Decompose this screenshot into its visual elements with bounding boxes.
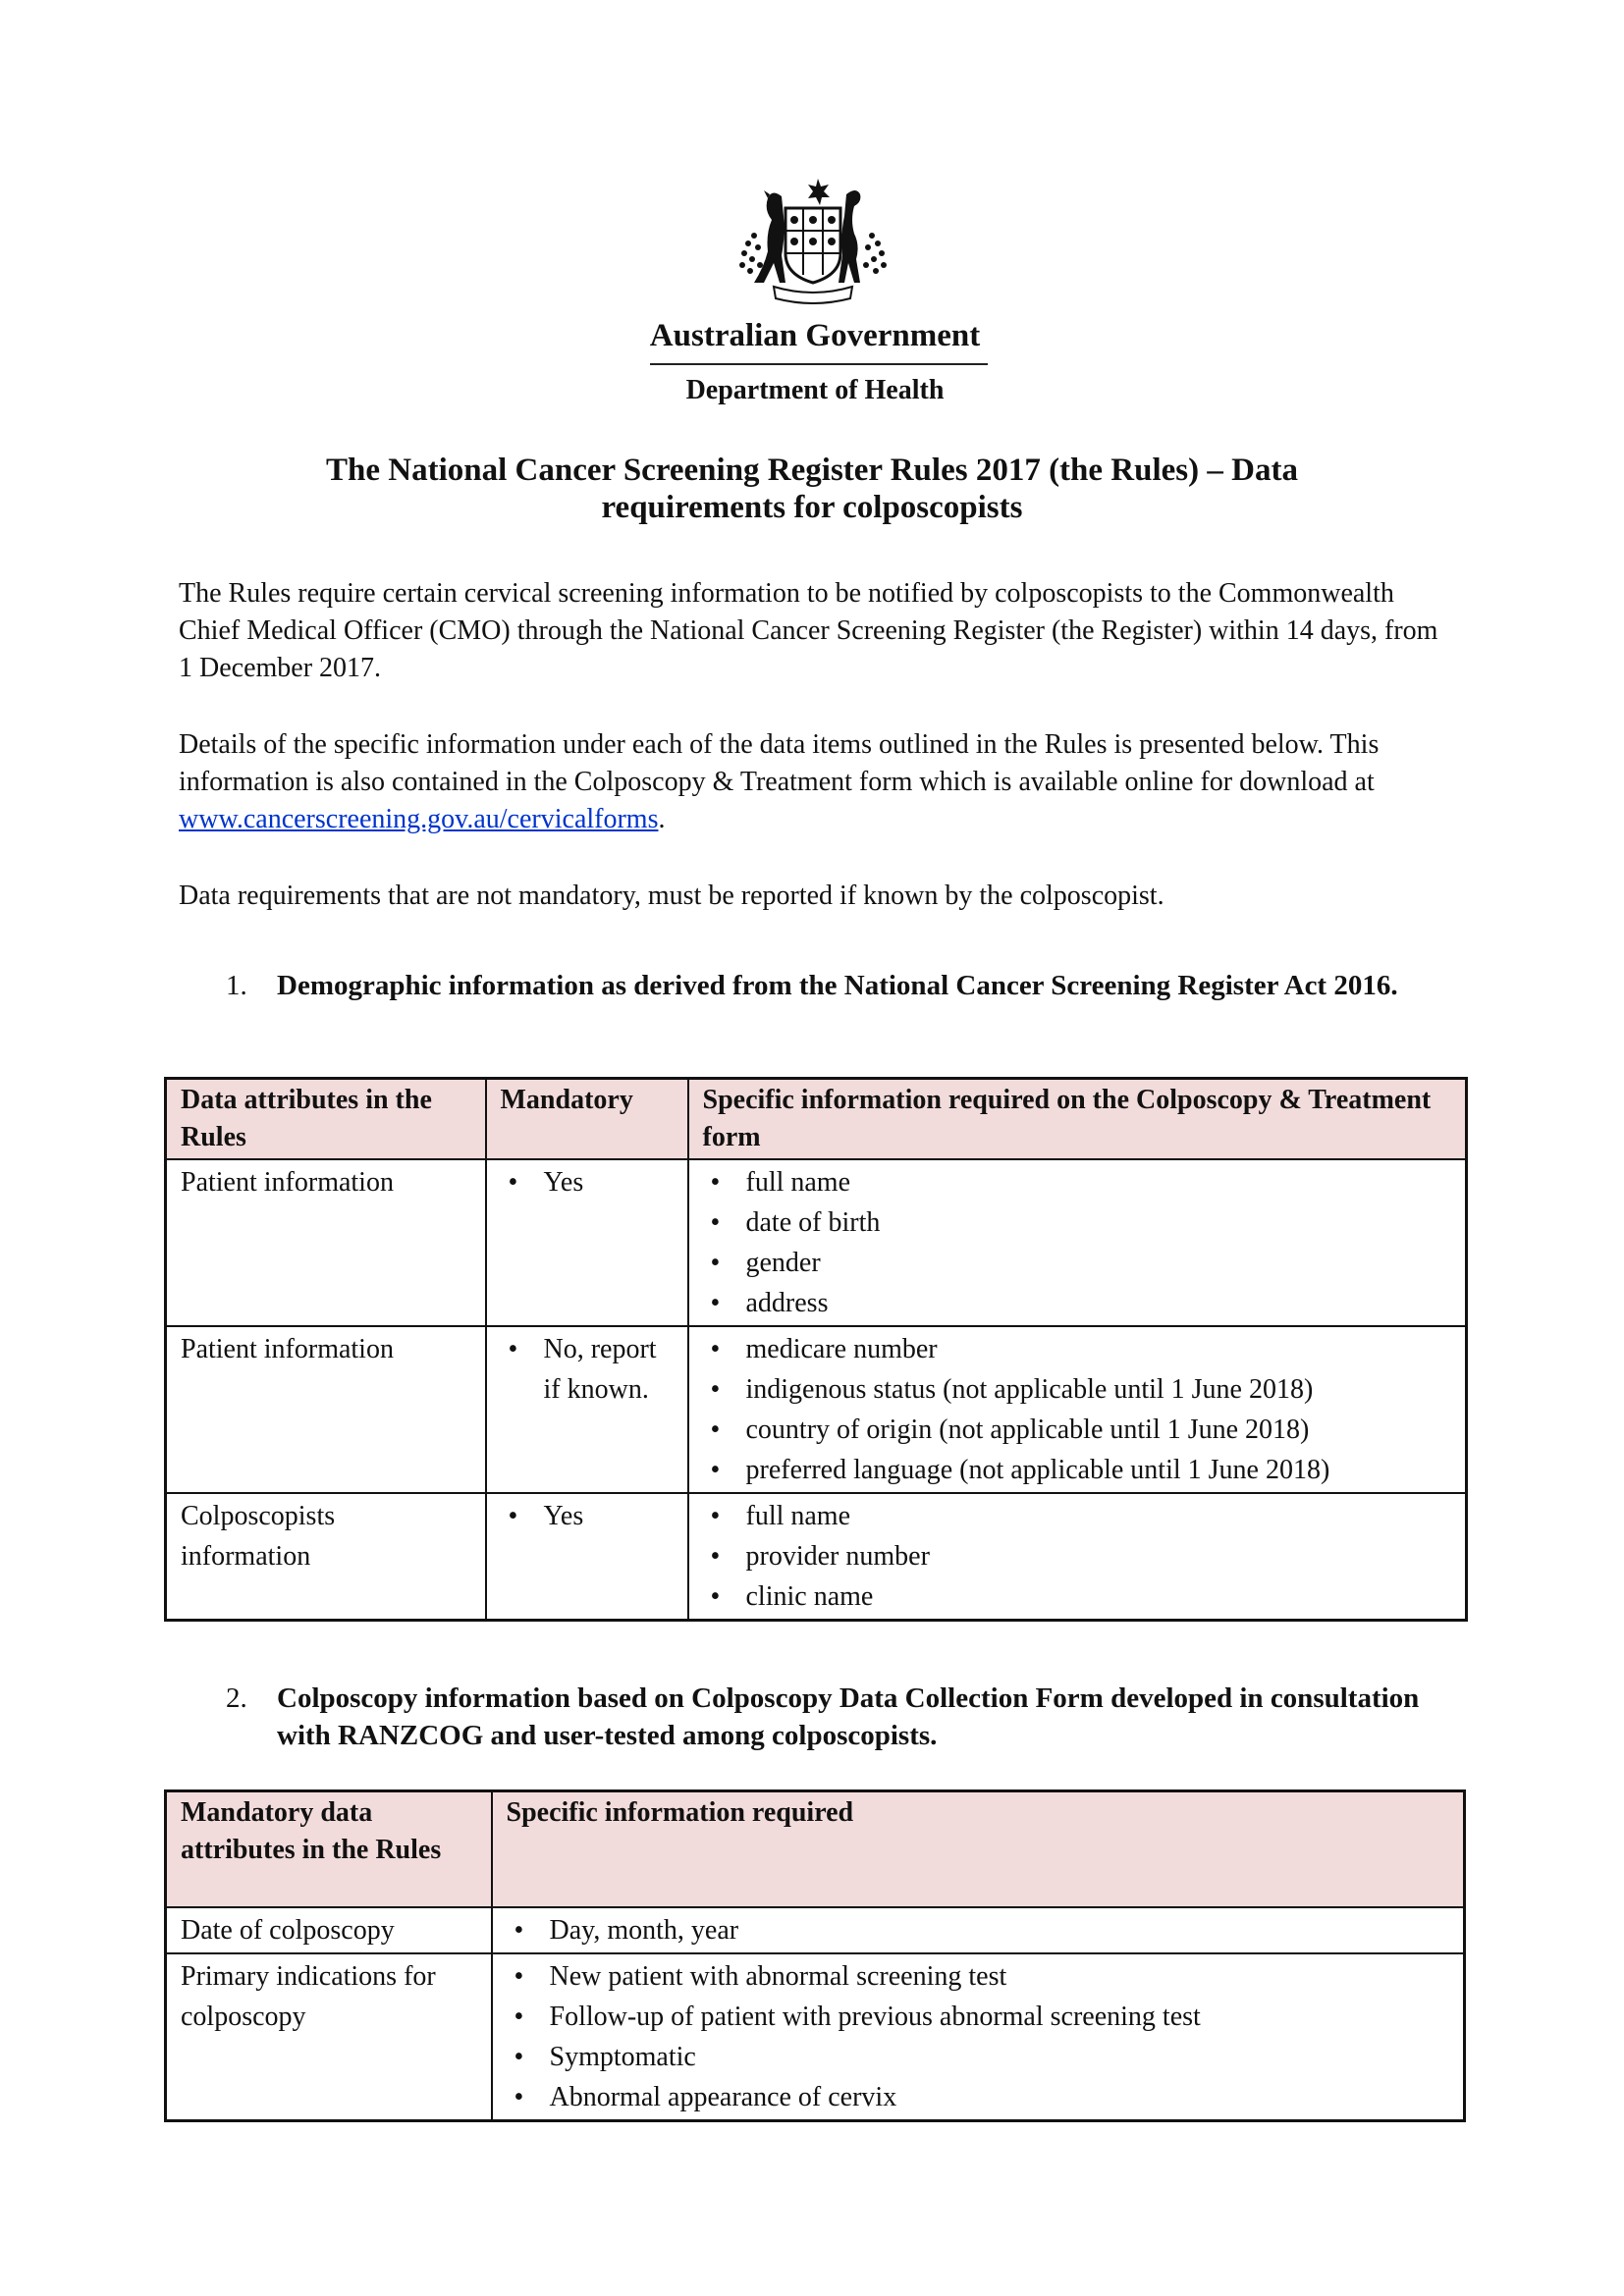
title-line-2: requirements for colposcopists xyxy=(601,490,1023,525)
list-item: • date of birth xyxy=(703,1202,1452,1243)
section-1-heading xyxy=(226,967,1453,1004)
section-1-number: 1. xyxy=(226,970,247,1001)
list-item: • indigenous status (not applicable until 1 June 2018) xyxy=(703,1369,1452,1410)
list-item: • Follow-up of patient with previous abnormal screening test xyxy=(507,1997,1450,2037)
demographic-table xyxy=(164,1077,1468,1622)
header-divider xyxy=(650,363,988,365)
column-header: Mandatory data attributes in the Rules xyxy=(166,1791,492,1908)
info-cell xyxy=(688,1326,1467,1493)
table-row xyxy=(166,1493,1467,1621)
list-item: • gender xyxy=(703,1243,1452,1283)
column-header: Mandatory xyxy=(486,1079,688,1160)
mandatory-cell xyxy=(486,1326,688,1493)
attribute-cell: Date of colposcopy xyxy=(166,1907,492,1953)
list-item: • country of origin (not applicable until 1 June 2018) xyxy=(703,1410,1452,1450)
table-row xyxy=(166,1159,1467,1326)
list-item: • New patient with abnormal screening test xyxy=(507,1956,1450,1997)
department-name: Department of Health xyxy=(685,375,945,405)
table-header-row xyxy=(166,1079,1467,1160)
list-item: • Abnormal appearance of cervix xyxy=(507,2077,1450,2117)
info-cell xyxy=(688,1493,1467,1621)
mandatory-value: • Yes xyxy=(501,1162,674,1202)
mandatory-value: • Yes xyxy=(501,1496,674,1536)
column-header: Data attributes in the Rules xyxy=(166,1079,486,1160)
attribute-cell: Patient information xyxy=(166,1326,486,1493)
column-header: Specific information required on the Colposcopy & Treatment form xyxy=(688,1079,1467,1160)
section-1-heading-text: Demographic information as derived from the National Cancer Screening Register Act 2016. xyxy=(277,970,1398,1001)
list-item: • full name xyxy=(703,1162,1452,1202)
list-item: • clinic name xyxy=(703,1576,1452,1617)
government-name: Australian Government xyxy=(649,318,981,353)
section-2-number: 2. xyxy=(226,1682,247,1714)
list-item: • preferred language (not applicable until 1 June 2018) xyxy=(703,1450,1452,1490)
title-line-1: The National Cancer Screening Register Rules 2017 (the Rules) – Data xyxy=(326,453,1298,488)
list-item: • Day, month, year xyxy=(507,1910,1450,1950)
info-cell xyxy=(492,1953,1465,2121)
table-row xyxy=(166,1907,1465,1953)
section-2-heading xyxy=(226,1680,1453,1754)
list-item: • Symptomatic xyxy=(507,2037,1450,2077)
mandatory-value: • No, report if known. xyxy=(501,1329,674,1410)
colposcopy-table xyxy=(164,1789,1466,2122)
mandatory-cell xyxy=(486,1493,688,1621)
info-cell xyxy=(688,1159,1467,1326)
cervical-forms-link[interactable]: www.cancerscreening.gov.au/cervicalforms xyxy=(179,804,659,834)
coat-of-arms-icon xyxy=(725,177,901,309)
intro-paragraph-1: The Rules require certain cervical screening information to be notified by colposcopists to the Commonwealth Chief Medical Officer (CMO) through the National Cancer Screening Register (the Register) within 14 days, from 1 December 2017. xyxy=(179,578,1438,683)
list-item: • address xyxy=(703,1283,1452,1323)
intro-paragraph-2 xyxy=(179,726,1455,838)
intro-paragraph-2-text: Details of the specific information under each of the data items outlined in the Rules is presented below. This information is also contained in the Colposcopy & Treatment form which is available online for download at xyxy=(179,729,1380,797)
column-header: Specific information required xyxy=(492,1791,1465,1908)
attribute-cell: Colposcopists information xyxy=(166,1493,486,1621)
table-row xyxy=(166,1953,1465,2121)
list-item: • provider number xyxy=(703,1536,1452,1576)
document-title xyxy=(196,452,1428,526)
attribute-cell: Primary indications for colposcopy xyxy=(166,1953,492,2121)
list-item: • medicare number xyxy=(703,1329,1452,1369)
intro-paragraph-3: Data requirements that are not mandatory, must be reported if known by the colposcopist. xyxy=(179,881,1164,911)
intro-paragraph-2-end: . xyxy=(658,804,666,834)
section-2-heading-text: Colposcopy information based on Colposcopy Data Collection Form developed in consultation with RANZCOG and user-tested among colposcopists. xyxy=(277,1682,1420,1751)
attribute-cell: Patient information xyxy=(166,1159,486,1326)
table-header-row xyxy=(166,1791,1465,1908)
info-cell xyxy=(492,1907,1465,1953)
mandatory-cell xyxy=(486,1159,688,1326)
table-row xyxy=(166,1326,1467,1493)
list-item: • full name xyxy=(703,1496,1452,1536)
